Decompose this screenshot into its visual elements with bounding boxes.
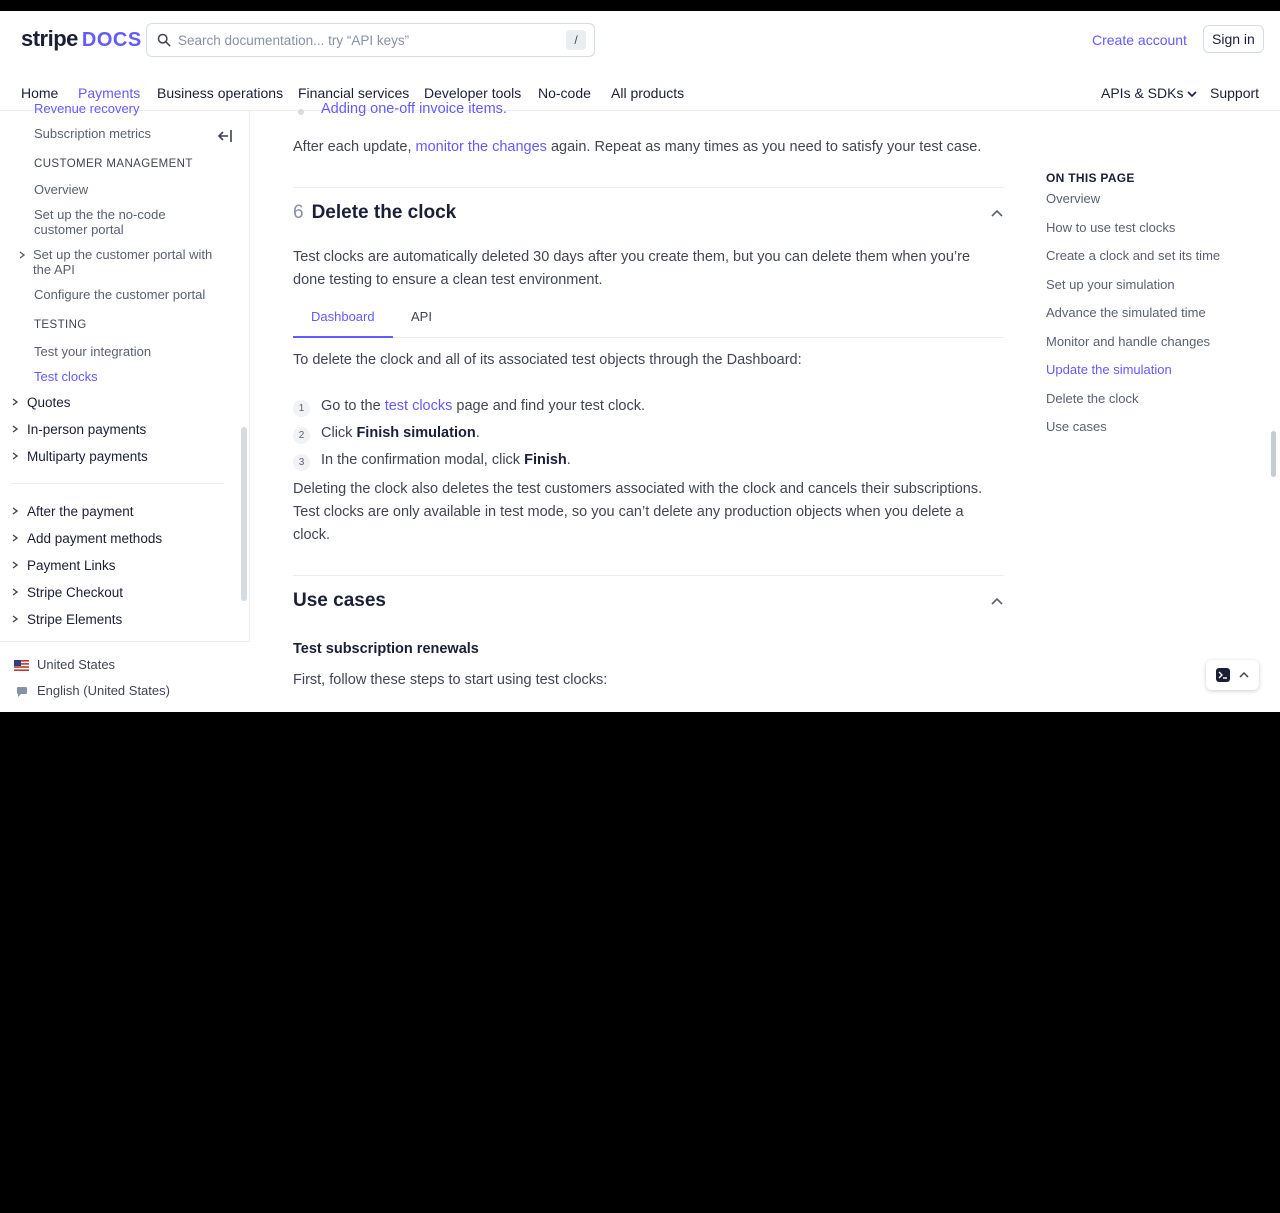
step-3-suffix: . <box>566 452 571 468</box>
toc-heading: ON THIS PAGE <box>1046 171 1135 185</box>
chevron-right-icon <box>11 615 19 623</box>
step-2-prefix: Click <box>321 425 357 441</box>
main-content <box>250 101 1030 712</box>
step-number: 1 <box>293 400 310 417</box>
sidebar-group-stripe-elements[interactable]: Stripe Elements <box>27 612 123 627</box>
sidebar-group-stripe-checkout[interactable]: Stripe Checkout <box>27 585 124 600</box>
sidebar-group-multiparty[interactable]: Multiparty payments <box>27 449 148 464</box>
chevron-right-icon <box>11 452 19 460</box>
step-number: 2 <box>293 427 310 444</box>
sidebar-group-in-person[interactable]: In-person payments <box>27 422 147 437</box>
search-placeholder: Search documentation... try “API keys” <box>178 33 410 48</box>
delete-steps-intro: To delete the clock and all of its associated test objects through the Dashboard: <box>293 352 802 368</box>
section-divider <box>293 575 1004 576</box>
chevron-up-icon[interactable] <box>991 597 1003 605</box>
sidebar-scrollbar[interactable] <box>241 427 247 601</box>
nav-all-products[interactable]: All products <box>611 85 685 101</box>
tab-dashboard[interactable]: Dashboard <box>311 309 375 324</box>
toc-item-setup-simulation[interactable]: Set up your simulation <box>1046 277 1175 292</box>
chat-bubble-icon <box>16 686 28 698</box>
nav-business-operations[interactable]: Business operations <box>157 85 284 101</box>
collapse-sidebar-icon[interactable] <box>217 129 233 143</box>
sidebar-item-configure-portal[interactable]: Configure the customer portal <box>34 287 206 302</box>
deleting-line-2: Test clocks are only available in test mode, so you can’t delete any production objects when you delete a <box>293 504 964 520</box>
terminal-icon <box>1216 668 1230 682</box>
us-flag-icon <box>14 660 29 671</box>
active-tab-indicator <box>293 336 393 338</box>
sidebar-group-payment-links[interactable]: Payment Links <box>27 558 116 573</box>
search-input[interactable] <box>146 23 595 57</box>
chevron-right-icon <box>11 507 19 515</box>
top-header <box>0 11 1280 69</box>
step-1 <box>321 398 645 414</box>
toc-item-overview[interactable]: Overview <box>1046 191 1101 206</box>
sidebar-item-revenue-recovery[interactable]: Revenue recovery <box>34 101 140 116</box>
locale-settings <box>0 641 250 712</box>
chevron-right-icon[interactable] <box>18 251 26 259</box>
chevron-right-icon <box>11 425 19 433</box>
sidebar-item-test-clocks[interactable]: Test clocks <box>34 369 98 384</box>
chevron-right-icon <box>11 588 19 596</box>
apis-sdks-label: APIs & SDKs <box>1101 85 1184 101</box>
page-scrollbar[interactable] <box>1271 431 1276 477</box>
search-icon <box>157 33 171 47</box>
nav-no-code[interactable]: No-code <box>538 85 591 101</box>
chevron-up-icon <box>1239 671 1249 678</box>
section-heading-use-cases[interactable]: Use cases <box>293 590 386 611</box>
sidebar-group-quotes[interactable]: Quotes <box>27 395 71 410</box>
product-nav <box>0 69 1280 111</box>
chevron-up-icon[interactable] <box>991 209 1003 217</box>
stripe-docs-logo[interactable] <box>21 26 142 52</box>
toc-item-create-clock[interactable]: Create a clock and set its time <box>1046 248 1221 263</box>
create-account-link[interactable]: Create account <box>1092 32 1187 48</box>
sidebar-item-nocode-portal[interactable]: Set up the the no-code customer portal <box>34 207 166 237</box>
subheading-test-renewals: Test subscription renewals <box>293 641 479 657</box>
sign-in-button[interactable]: Sign in <box>1203 25 1264 53</box>
support-link[interactable]: Support <box>1210 85 1260 101</box>
nav-financial-services[interactable]: Financial services <box>298 85 410 101</box>
monitor-changes-link[interactable]: monitor the changes <box>415 139 547 155</box>
delete-intro-line-2: done testing to ensure a clean test environment. <box>293 272 603 288</box>
docs-page <box>0 11 1280 712</box>
after-update-paragraph <box>293 136 1013 159</box>
toc-item-monitor-changes[interactable]: Monitor and handle changes <box>1046 334 1211 349</box>
assistant-widget-button[interactable] <box>1206 660 1259 690</box>
test-clocks-link[interactable]: test clocks <box>384 398 453 414</box>
after-update-suffix: again. Repeat as many times as you need to satisfy your test case. <box>546 139 982 155</box>
nav-payments[interactable]: Payments <box>78 85 141 101</box>
nav-developer-tools[interactable]: Developer tools <box>424 85 522 101</box>
nav-home[interactable]: Home <box>21 85 59 101</box>
toc-item-how-to-use[interactable]: How to use test clocks <box>1046 220 1176 235</box>
language-selector[interactable]: English (United States) <box>37 683 170 698</box>
sidebar-group-add-payment-methods[interactable]: Add payment methods <box>27 531 163 546</box>
sidebar-divider <box>11 483 224 484</box>
one-off-invoice-items-link[interactable]: Adding one-off invoice items. <box>321 101 507 117</box>
delete-intro-line-1: Test clocks are automatically deleted 30 days after you create them, but you can delete them when you’re <box>293 249 971 265</box>
sidebar-item-subscription-metrics[interactable]: Subscription metrics <box>34 126 152 141</box>
chevron-right-icon <box>11 534 19 542</box>
chevron-right-icon <box>11 561 19 569</box>
apis-sdks-menu[interactable] <box>1101 85 1197 101</box>
section-number: 6 <box>293 202 304 223</box>
logo-docs: DOCS <box>81 29 142 51</box>
country-selector[interactable]: United States <box>37 657 116 672</box>
sidebar-heading-testing: TESTING <box>34 319 87 331</box>
deleting-line-1: Deleting the clock also deletes the test customers associated with the clock and cancels their subscriptions. <box>293 481 983 497</box>
tab-api[interactable]: API <box>411 309 432 324</box>
step-2 <box>321 425 480 441</box>
tabs-divider <box>293 337 1004 338</box>
toc-item-use-cases[interactable]: Use cases <box>1046 419 1107 434</box>
step-number: 3 <box>293 454 310 471</box>
chevron-down-icon <box>1187 90 1197 98</box>
sidebar-group-after-payment[interactable]: After the payment <box>27 504 134 519</box>
sidebar-heading-customer-management: CUSTOMER MANAGEMENT <box>34 158 193 170</box>
step-1-prefix: Go to the <box>321 398 385 414</box>
step-3-prefix: In the confirmation modal, click <box>321 452 525 468</box>
sidebar-item-overview[interactable]: Overview <box>34 182 89 197</box>
bullet-icon <box>296 107 306 117</box>
section-heading-delete-clock[interactable] <box>293 202 456 224</box>
search-shortcut-key: / <box>566 30 586 50</box>
step-2-suffix: . <box>475 425 480 441</box>
finish-label: Finish <box>524 452 567 468</box>
toc-item-advance-time[interactable]: Advance the simulated time <box>1046 305 1206 320</box>
step-1-suffix: page and find your test clock. <box>452 398 646 414</box>
sidebar-item-test-integration[interactable]: Test your integration <box>34 344 152 359</box>
after-update-prefix: After each update, <box>293 139 416 155</box>
sidebar-item-api-portal[interactable]: Set up the customer portal with the API <box>33 247 213 277</box>
section-title: Delete the clock <box>311 202 457 223</box>
chevron-right-icon <box>11 398 19 406</box>
renewals-intro: First, follow these steps to start using test clocks: <box>293 672 608 688</box>
toc-item-delete-clock[interactable]: Delete the clock <box>1046 391 1139 406</box>
step-3 <box>321 452 571 468</box>
logo-stripe: stripe <box>21 26 78 51</box>
section-divider <box>293 187 1004 188</box>
sidebar <box>0 101 250 712</box>
finish-simulation-label: Finish simulation <box>356 425 476 441</box>
toc-item-update-simulation[interactable]: Update the simulation <box>1046 362 1172 377</box>
deleting-line-3: clock. <box>293 527 331 543</box>
